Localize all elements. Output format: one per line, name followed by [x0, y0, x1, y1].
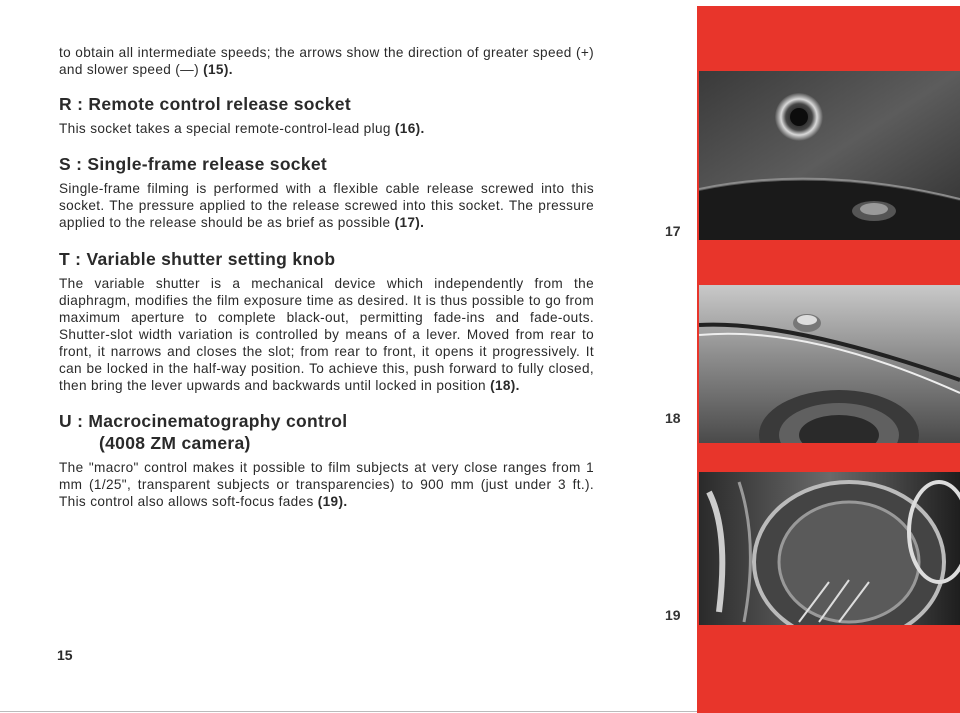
figure-ref: (18). — [490, 378, 520, 393]
figure-label-18: 18 — [665, 410, 681, 426]
intro-ref: (15). — [203, 62, 233, 77]
section-body: Single-frame filming is performed with a flexible cable release screwed into this socket. The pressure applied to the release screwed into this socket. The pressure applied to the release should be as brief as possible — [59, 181, 594, 230]
intro-paragraph — [59, 44, 594, 78]
shutter-knob-photo — [699, 285, 960, 443]
section-text — [59, 180, 594, 231]
page-bottom-edge — [0, 711, 697, 712]
section-text — [59, 275, 594, 394]
section-heading-main: U : Macrocinematography control — [59, 411, 348, 431]
figure-ref: (19). — [317, 494, 348, 509]
section-heading: R : Remote control release socket — [59, 94, 351, 114]
section-s — [59, 153, 594, 231]
page-number: 15 — [57, 647, 73, 663]
intro-text: to obtain all intermediate speeds; the arrows show the direction of greater speed (+) and slower speed (—) — [59, 45, 594, 77]
figure-label-19: 19 — [665, 607, 681, 623]
section-heading: T : Variable shutter setting knob — [59, 249, 336, 269]
section-r — [59, 93, 594, 137]
section-heading: S : Single-frame release socket — [59, 154, 328, 174]
section-body: This socket takes a special remote-control-lead plug — [59, 121, 391, 136]
figure-ref: (16). — [394, 121, 425, 136]
macro-lens-photo — [699, 472, 960, 625]
photo-fig-19 — [699, 472, 960, 625]
section-body: The variable shutter is a mechanical device which independently from the diaphragm, modifies the film exposure time as desired. It is thus possible to go from maximum aperture to complete black-out, permitting fade-ins and fade-outs. Shutter-slot width variation is controlled by means of a lever. Moved from rear to front, it narrows and closes the slot; from rear to front, it opens it progressively. It can be locked in the half-way position. To achieve this, push forward to fully closed, then bring the lever upwards and backwards until locked in position — [59, 276, 594, 393]
section-u — [59, 410, 594, 510]
section-text — [59, 459, 594, 510]
figure-label-17: 17 — [665, 223, 681, 239]
socket-photo — [699, 71, 960, 240]
photo-fig-17 — [699, 71, 960, 240]
section-text — [59, 120, 594, 137]
section-t — [59, 248, 594, 394]
section-heading-sub: (4008 ZM camera) — [99, 433, 251, 453]
photo-fig-18 — [699, 285, 960, 443]
figure-ref: (17). — [394, 215, 425, 230]
section-heading — [59, 410, 594, 454]
section-body: The "macro" control makes it possible to film subjects at very close ranges from 1 mm (1/25", transparent subjects or transparencies) to 900 mm (just under 3 ft.). This control also allows soft-focus fades — [59, 460, 594, 509]
text-column — [59, 44, 594, 510]
